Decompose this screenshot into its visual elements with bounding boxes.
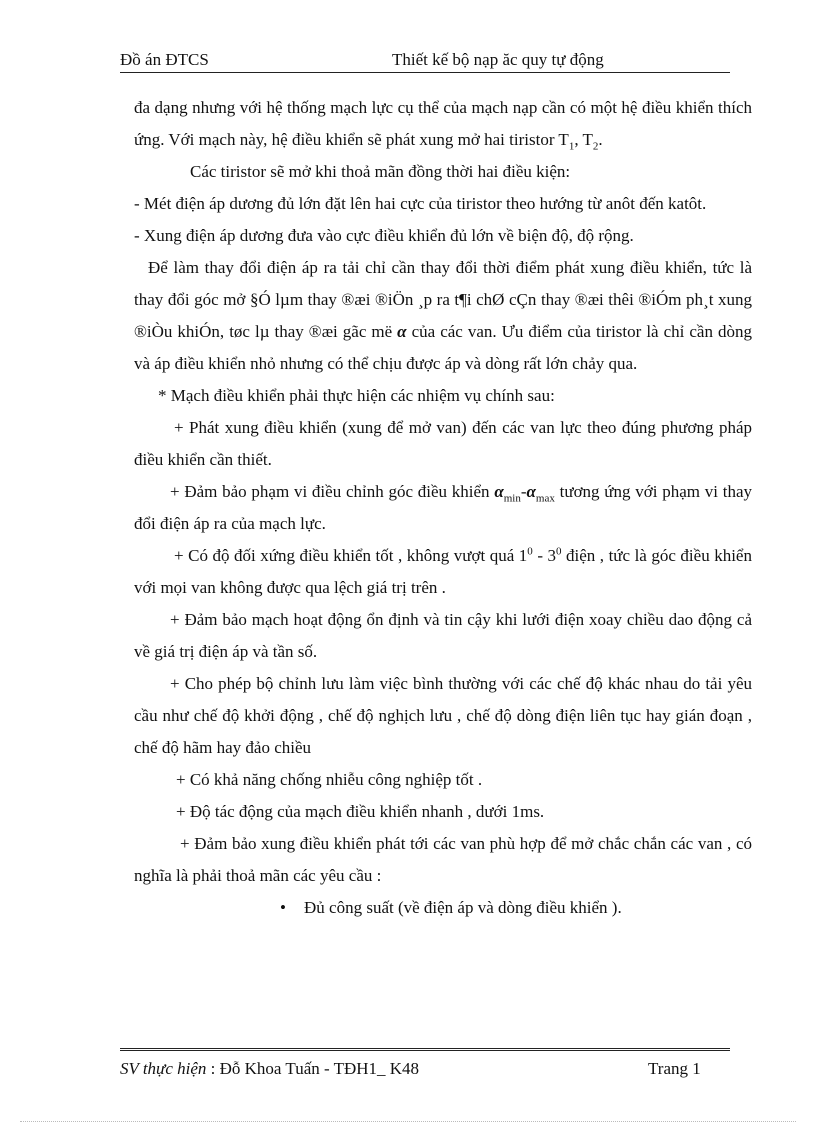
paragraph: Để làm thay đổi điện áp ra tải chỉ cần thay đổi thời điểm phát xung điều khiển, tức là thay đổi góc mở §Ó lµm thay ®æi ®iÖn ¸p ra t¶i chØ cÇn thay ®æi thêi ®iÓm ph¸t xung ®iÒu khiÓn, tøc lµ thay ®æi gãc më α của các van. Ưu điểm của tiristor là chỉ cần dòng và áp điều khiển nhỏ nhưng có thể chịu được áp và dòng rất lớn chảy qua. [134, 258, 752, 373]
header-left: Đồ án ĐTCS [120, 50, 209, 69]
bullet-icon: • [280, 898, 286, 917]
page-header [120, 48, 730, 73]
paragraph: + Đảm bảo xung điều khiển phát tới các van phù hợp để mở chắc chắn các van , có nghĩa là phải thoả mãn các yêu cầu : [134, 834, 752, 885]
paragraph: + Đảm bảo phạm vi điều chỉnh góc điều khiển $\alpha_{min}-\alpha_{max}$ tương ứng với phạm vi thay đổi điện áp ra của mạch lực. [134, 482, 752, 533]
paragraph: đa dạng nhưng với hệ thống mạch lực cụ thể của mạch nạp cần có một hệ điều khiển thích ứng. Với mạch này, hệ điều khiển sẽ phát xung mở hai tiristor $T_1$, $T_2$. [134, 98, 752, 153]
footer-author: SV thực hiện : Đỗ Khoa Tuấn - TĐH1_ K48 [120, 1059, 420, 1078]
paragraph: + Có khả năng chống nhiễu công nghiệp tốt . [176, 770, 483, 789]
paragraph: * Mạch điều khiển phải thực hiện các nhiệm vụ chính sau: [158, 386, 555, 405]
paragraph: + Có độ đối xứng điều khiển tốt , không vượt quá $1^0 - 3^0$ điện , tức là góc điều khiển với mọi van không được qua lệch giá trị trên . [134, 545, 752, 597]
paragraph: Các tiristor sẽ mở khi thoả mãn đồng thời hai điều kiện: [190, 162, 571, 181]
header-right: Thiết kế bộ nạp ăc quy tự động [392, 50, 604, 69]
paragraph: - Xung điện áp dương đưa vào cực điều khiển đủ lớn về biện độ, độ rộng. [134, 226, 634, 245]
alpha-symbol: α [397, 322, 407, 341]
alpha-symbol: α [526, 482, 536, 501]
page-number: Trang 1 [648, 1059, 701, 1078]
paragraph: + Độ tác động của mạch điều khiển nhanh , dưới 1ms. [176, 802, 545, 821]
paragraph: + Phát xung điều khiển (xung để mở van) đến các van lực theo đúng phương pháp điều khiển cần thiết. [134, 418, 752, 469]
page-content [134, 92, 752, 924]
bullet-item: • Đủ công suất (về điện áp và dòng điều khiển ). [134, 892, 752, 924]
paragraph: - Mét điện áp dương đủ lớn đặt lên hai cực của tiristor theo hướng từ anôt đến katôt. [134, 194, 707, 213]
paragraph: + Đảm bảo mạch hoạt động ổn định và tin cậy khi lưới điện xoay chiều dao động cả về giá trị điện áp và tần số. [134, 610, 752, 661]
page-footer [120, 1048, 730, 1078]
paragraph: + Cho phép bộ chỉnh lưu làm việc bình thường với các chế độ khác nhau do tải yêu cầu như chế độ khởi động , chế độ nghịch lưu , chế độ dòng điện liên tục hay gián đoạn , chế độ hãm hay đảo chiều [134, 674, 752, 757]
bottom-dotted-rule [20, 1121, 796, 1122]
alpha-symbol: α [494, 482, 504, 501]
